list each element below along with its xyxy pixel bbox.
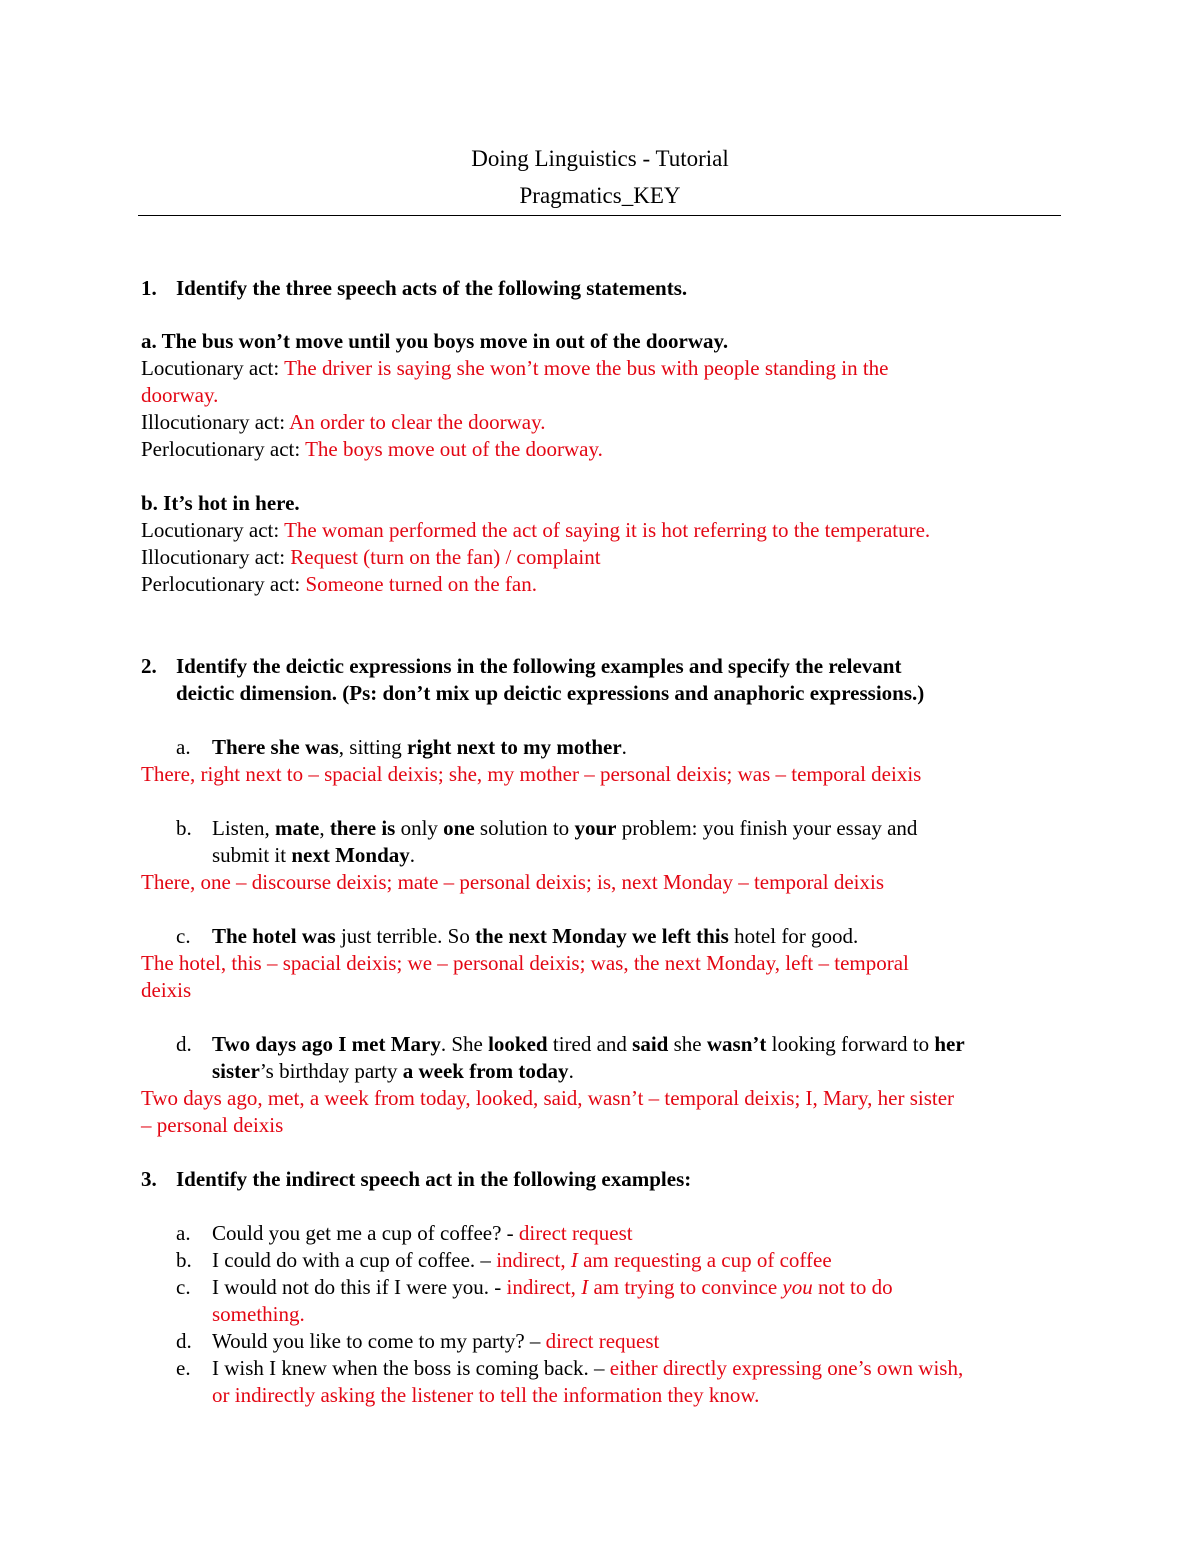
- example-text: solution to: [474, 816, 575, 840]
- deictic-expression: said: [632, 1032, 669, 1056]
- q1b-locutionary: [141, 517, 1061, 544]
- perlocutionary-label: Perlocutionary act:: [141, 572, 306, 596]
- deictic-expression: right next to my mother: [407, 735, 622, 759]
- illocutionary-label: Illocutionary act:: [141, 410, 290, 434]
- deictic-expression: mate: [275, 816, 320, 840]
- q2d-answer-cont: – personal deixis: [141, 1113, 284, 1137]
- q3c-item: [212, 1274, 1062, 1301]
- perlocutionary-answer: Someone turned on the fan.: [305, 572, 537, 596]
- deictic-expression: next Monday: [291, 843, 410, 867]
- page-subtitle: Pragmatics_KEY: [519, 183, 681, 208]
- example-text: submit it: [212, 843, 292, 867]
- deictic-expression: your: [574, 816, 617, 840]
- deictic-expression: sister: [212, 1059, 260, 1083]
- q3a-label: a.: [176, 1221, 191, 1245]
- q2b-example-line2: [212, 842, 1062, 869]
- q1-number: 1.: [141, 276, 157, 300]
- q3c-label: c.: [176, 1275, 191, 1299]
- example-text: . She: [440, 1032, 489, 1056]
- deictic-expression: Two days ago I met Mary: [212, 1032, 441, 1056]
- q2a-answer: There, right next to – spacial deixis; she, my mother – personal deixis; was – temporal deixis: [141, 762, 922, 786]
- q3d-label: d.: [176, 1329, 192, 1353]
- example-text: .: [621, 735, 627, 759]
- q2a-label: a.: [176, 735, 191, 759]
- q2d-example-line2: [212, 1058, 1062, 1085]
- locutionary-answer: The driver is saying she won’t move the bus with people standing in the: [284, 356, 889, 380]
- illocutionary-answer: Request (turn on the fan) / complaint: [290, 545, 601, 569]
- q3e-label: e.: [176, 1356, 191, 1380]
- locutionary-label: Locutionary act:: [141, 356, 285, 380]
- deictic-expression: There she was: [212, 735, 339, 759]
- example-text: only: [395, 816, 444, 840]
- q3e-item: [212, 1355, 1062, 1382]
- example-text: I would not do this if I were you. -: [212, 1275, 507, 1299]
- q2c-example: [212, 923, 1062, 950]
- q3a-item: [212, 1220, 1062, 1247]
- q1a-locutionary: [141, 355, 1061, 382]
- example-text: Could you get me a cup of coffee? -: [212, 1221, 519, 1245]
- example-text: hotel for good.: [728, 924, 859, 948]
- example-text: she: [668, 1032, 707, 1056]
- q3b-label: b.: [176, 1248, 192, 1272]
- q3e-answer-cont: or indirectly asking the listener to tell the information they know.: [212, 1383, 760, 1407]
- q1b-illocutionary: [141, 544, 1061, 571]
- q1a-prompt: a. The bus won’t move until you boys move in out of the doorway.: [141, 329, 729, 353]
- example-text: Would you like to come to my party? –: [212, 1329, 546, 1353]
- q3d-item: [212, 1328, 1062, 1355]
- answer-text: indirect,: [506, 1275, 582, 1299]
- answer-text: am trying to convince: [588, 1275, 783, 1299]
- q1b-perlocutionary: [141, 571, 1061, 598]
- locutionary-answer: The woman performed the act of saying it is hot referring to the temperature.: [284, 518, 931, 542]
- answer-emphasis: I: [581, 1275, 589, 1299]
- deictic-expression: the next Monday we left this: [475, 924, 729, 948]
- title-divider: [138, 215, 1061, 216]
- deictic-expression: one: [443, 816, 475, 840]
- deictic-expression: wasn’t: [706, 1032, 767, 1056]
- page-title: Doing Linguistics - Tutorial: [471, 146, 729, 171]
- perlocutionary-answer: The boys move out of the doorway.: [305, 437, 603, 461]
- answer-text: am requesting a cup of coffee: [577, 1248, 832, 1272]
- q2-question-line1: Identify the deictic expressions in the following examples and specify the relevant: [176, 654, 902, 678]
- q1-question: Identify the three speech acts of the following statements.: [176, 276, 688, 300]
- example-text: .: [568, 1059, 574, 1083]
- q2-number: 2.: [141, 654, 157, 678]
- q3b-item: [212, 1247, 1062, 1274]
- deictic-expression: looked: [488, 1032, 548, 1056]
- locutionary-label: Locutionary act:: [141, 518, 285, 542]
- perlocutionary-label: Perlocutionary act:: [141, 437, 306, 461]
- q2c-answer-cont: deixis: [141, 978, 192, 1002]
- example-text: looking forward to: [766, 1032, 935, 1056]
- q2b-label: b.: [176, 816, 192, 840]
- answer-text: not to do: [812, 1275, 893, 1299]
- deictic-expression: a week from today: [402, 1059, 569, 1083]
- answer-text: direct request: [545, 1329, 660, 1353]
- answer-emphasis: I: [570, 1248, 578, 1272]
- q2d-answer: Two days ago, met, a week from today, looked, said, wasn’t – temporal deixis; I, Mary, her sister: [141, 1086, 955, 1110]
- example-text: .: [409, 843, 416, 867]
- q1a-locutionary-cont: doorway.: [141, 383, 219, 407]
- example-text: , sitting: [338, 735, 408, 759]
- q1a-perlocutionary: [141, 436, 1061, 463]
- example-text: ,: [319, 816, 330, 840]
- q2d-label: d.: [176, 1032, 192, 1056]
- q2b-answer: There, one – discourse deixis; mate – personal deixis; is, next Monday – temporal deixis: [141, 870, 884, 894]
- example-text: ’s birthday party: [259, 1059, 403, 1083]
- q3-number: 3.: [141, 1167, 157, 1191]
- q2c-label: c.: [176, 924, 191, 948]
- deictic-expression: her: [934, 1032, 965, 1056]
- answer-text: indirect,: [496, 1248, 571, 1272]
- example-text: I could do with a cup of coffee. –: [212, 1248, 497, 1272]
- deictic-expression: there is: [329, 816, 396, 840]
- example-text: I wish I knew when the boss is coming back. –: [212, 1356, 610, 1380]
- q2b-example: [212, 815, 1062, 842]
- example-text: Listen,: [212, 816, 275, 840]
- q3-question: Identify the indirect speech act in the following examples:: [176, 1167, 692, 1191]
- answer-emphasis: you: [782, 1275, 813, 1299]
- example-text: problem: you finish your essay and: [616, 816, 918, 840]
- answer-text: either directly expressing one’s own wish,: [609, 1356, 964, 1380]
- q1a-illocutionary: [141, 409, 1061, 436]
- illocutionary-answer: An order to clear the doorway.: [289, 410, 546, 434]
- q2a-example: [212, 734, 1062, 761]
- illocutionary-label: Illocutionary act:: [141, 545, 291, 569]
- q2d-example: [212, 1031, 1062, 1058]
- deictic-expression: The hotel was: [212, 924, 336, 948]
- q2-question-line2: deictic dimension. (Ps: don’t mix up deictic expressions and anaphoric expressions.): [176, 681, 925, 705]
- q3c-answer-cont: something.: [212, 1302, 305, 1326]
- example-text: just terrible. So: [335, 924, 476, 948]
- q1b-prompt: b. It’s hot in here.: [141, 491, 300, 515]
- q2c-answer: The hotel, this – spacial deixis; we – personal deixis; was, the next Monday, left – temporal: [141, 951, 909, 975]
- example-text: tired and: [547, 1032, 633, 1056]
- answer-text: direct request: [518, 1221, 633, 1245]
